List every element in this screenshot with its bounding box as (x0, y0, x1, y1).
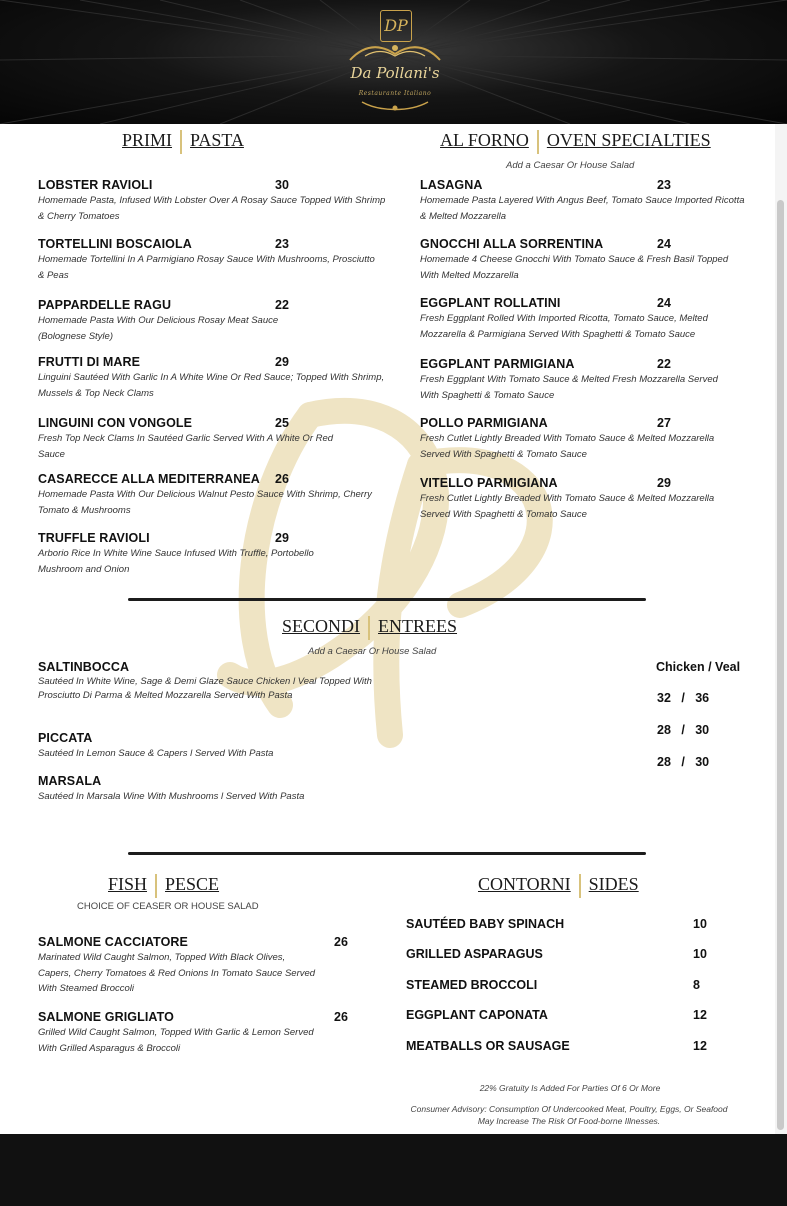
item-name: TRUFFLE RAVIOLI (38, 531, 150, 545)
secondi-title-left: SECONDI (282, 616, 361, 637)
item-price: 29 (657, 476, 671, 490)
item-name: VITELLO PARMIGIANA (420, 476, 558, 490)
item-description: Linguini Sautéed With Garlic In A White Wine Or Red Sauce; Topped With Shrimp, Mussels & Top Neck Clams (38, 372, 385, 399)
item-price: 29 (275, 531, 289, 545)
item-name: POLLO PARMIGIANA (420, 416, 548, 430)
side-name: EGGPLANT CAPONATA (406, 1008, 548, 1022)
item-name: SALTINBOCCA (38, 660, 130, 674)
menu-item (38, 472, 383, 518)
menu-item (38, 660, 378, 702)
menu-item (38, 178, 388, 224)
fish-salad-note: CHOICE OF CEASER OR HOUSE SALAD (77, 901, 259, 912)
primi-title-left: PRIMI (122, 130, 173, 151)
menu-item (420, 296, 750, 342)
side-name: GRILLED ASPARAGUS (406, 947, 543, 961)
menu-header (0, 0, 787, 124)
side-price: 8 (693, 978, 700, 992)
logo-name: Da Pollani's (350, 64, 440, 82)
secondi-salad-note: Add a Caesar Or House Salad (308, 646, 437, 657)
scrollbar-thumb[interactable] (777, 200, 784, 1130)
menu-item (420, 357, 730, 403)
menu-item (420, 178, 750, 224)
item-price: 29 (275, 355, 289, 369)
sides-title-left: CONTORNI (478, 874, 571, 895)
item-price: 30 (275, 178, 289, 192)
side-price: 12 (693, 1039, 707, 1053)
item-price: 22 (275, 298, 289, 312)
item-description: Sautéed In White Wine, Sage & Demi Glaze Sauce Chicken l Veal Topped With Prosciutto Di Parma & Melted Mozzarella Served With Pasta (38, 676, 372, 701)
menu-item (420, 237, 730, 283)
logo-monogram: DP (380, 10, 412, 42)
item-price: 24 (657, 237, 671, 251)
item-name: EGGPLANT ROLLATINI (420, 296, 561, 310)
alforno-salad-note: Add a Caesar Or House Salad (506, 160, 635, 171)
item-description: Homemade Pasta With Our Delicious Walnut Pesto Sauce With Shrimp, Cherry Tomato & Mushrooms (38, 489, 372, 516)
primi-section-title (122, 130, 244, 154)
restaurant-logo (330, 6, 460, 116)
gratuity-note: 22% Gratuity Is Added For Parties Of 6 Or More (479, 1083, 661, 1093)
item-description: Homemade 4 Cheese Gnocchi With Tomato Sauce & Fresh Basil Topped With Melted Mozzarella (420, 254, 729, 281)
item-price: 27 (657, 416, 671, 430)
menu-item (420, 416, 730, 462)
secondi-section-title (282, 616, 457, 640)
item-description: Sautéed In Lemon Sauce & Capers l Served With Pasta (38, 748, 274, 759)
item-price: 26 (334, 935, 348, 949)
item-description: Grilled Wild Caught Salmon, Topped With Garlic & Lemon Served With Grilled Asparagus & Broccoli (38, 1027, 314, 1054)
title-separator (579, 874, 581, 898)
alforno-section-title (440, 130, 711, 154)
sides-title-right: SIDES (588, 874, 639, 895)
side-name: STEAMED BROCCOLI (406, 978, 538, 992)
item-description: Fresh Cutlet Lightly Breaded With Tomato Sauce & Melted Mozzarella Served With Spaghetti & Tomato Sauce (420, 493, 715, 520)
item-name: SALMONE GRIGLIATO (38, 1010, 174, 1024)
item-description: Homemade Pasta Layered With Angus Beef, Tomato Sauce Imported Ricotta & Melted Mozzarella (420, 195, 745, 222)
item-description: Homemade Pasta With Our Delicious Rosay Meat Sauce (Bolognese Style) (38, 315, 279, 342)
item-name: LOBSTER RAVIOLI (38, 178, 153, 192)
item-price: 23 (275, 237, 289, 251)
side-name: MEATBALLS OR SAUSAGE (406, 1039, 570, 1053)
chicken-veal-prices: 28 / 30 (657, 755, 710, 769)
menu-item (38, 774, 378, 805)
title-separator (368, 616, 370, 640)
side-price: 10 (693, 947, 707, 961)
item-name: MARSALA (38, 774, 102, 788)
item-price: 22 (657, 357, 671, 371)
side-item (406, 1039, 716, 1057)
flourish-ornament-icon (360, 98, 430, 112)
item-name: EGGPLANT PARMIGIANA (420, 357, 575, 371)
menu-item (420, 476, 730, 522)
side-item (406, 917, 716, 935)
menu-item (38, 416, 348, 462)
menu-item (38, 935, 318, 997)
item-price: 24 (657, 296, 671, 310)
side-item (406, 978, 716, 996)
side-name: SAUTÉED BABY SPINACH (406, 917, 565, 931)
item-description: Fresh Cutlet Lightly Breaded With Tomato Sauce & Melted Mozzarella Served With Spaghetti & Tomato Sauce (420, 433, 715, 460)
item-name: TORTELLINI BOSCAIOLA (38, 237, 192, 251)
section-divider (128, 852, 646, 855)
item-description: Arborio Rice In White Wine Sauce Infused With Truffle, Portobello Mushroom and Onion (38, 548, 314, 575)
item-name: CASARECCE ALLA MEDITERRANEA (38, 472, 260, 486)
crown-ornament-icon (345, 42, 445, 64)
title-separator (155, 874, 157, 898)
chicken-veal-prices: 32 / 36 (657, 691, 710, 705)
item-name: GNOCCHI ALLA SORRENTINA (420, 237, 604, 251)
menu-item (38, 1010, 318, 1056)
logo-tagline: Restaurante Italiano (358, 90, 432, 97)
item-name: FRUTTI DI MARE (38, 355, 141, 369)
alforno-title-right: OVEN SPECIALTIES (546, 130, 711, 151)
item-price: 26 (334, 1010, 348, 1024)
item-price: 26 (275, 472, 289, 486)
item-description: Marinated Wild Caught Salmon, Topped With Black Olives, Capers, Cherry Tomatoes & Red Onions In Tomato Sauce Served With Steamed Broccoli (38, 952, 316, 994)
menu-item (38, 355, 388, 401)
chicken-veal-header: Chicken / Veal (656, 660, 741, 674)
consumer-advisory: Consumer Advisory: Consumption Of Undercooked Meat, Poultry, Eggs, Or Seafood May Increase The Risk Of Food-borne Illnesses. (410, 1104, 728, 1126)
side-price: 10 (693, 917, 707, 931)
item-description: Sautéed In Marsala Wine With Mushrooms l Served With Pasta (38, 791, 305, 802)
title-separator (537, 130, 539, 154)
menu-item (38, 237, 378, 283)
primi-title-right: PASTA (190, 130, 244, 151)
fish-title-left: FISH (108, 874, 148, 895)
chicken-veal-prices: 28 / 30 (657, 723, 710, 737)
menu-footer-bar (0, 1134, 787, 1206)
side-item (406, 947, 716, 965)
fish-title-right: PESCE (165, 874, 220, 895)
item-name: PICCATA (38, 731, 93, 745)
item-description: Fresh Top Neck Clams In Sautéed Garlic Served With A White Or Red Sauce (38, 433, 334, 460)
side-price: 12 (693, 1008, 707, 1022)
item-price: 25 (275, 416, 289, 430)
title-separator (180, 130, 182, 154)
item-name: SALMONE CACCIATORE (38, 935, 188, 949)
item-description: Homemade Tortellini In A Parmigiano Rosay Sauce With Mushrooms, Prosciutto & Peas (38, 254, 375, 281)
item-description: Homemade Pasta, Infused With Lobster Over A Rosay Sauce Topped With Shrimp & Cherry Tomatoes (38, 195, 386, 222)
item-name: LINGUINI CON VONGOLE (38, 416, 193, 430)
item-price: 23 (657, 178, 671, 192)
menu-item (38, 731, 378, 762)
item-name: PAPPARDELLE RAGU (38, 298, 172, 312)
item-name: LASAGNA (420, 178, 483, 192)
menu-item (38, 531, 348, 577)
fish-section-title (108, 874, 219, 898)
sides-section-title (478, 874, 639, 898)
side-item (406, 1008, 716, 1026)
item-description: Fresh Eggplant Rolled With Imported Ricotta, Tomato Sauce, Melted Mozzarella & Parmigiana Served With Spaghetti & Tomato Sauce (420, 313, 708, 340)
section-divider (128, 598, 646, 601)
secondi-title-right: ENTREES (378, 616, 458, 637)
alforno-title-left: AL FORNO (440, 130, 529, 151)
item-description: Fresh Eggplant With Tomato Sauce & Melted Fresh Mozzarella Served With Spaghetti & Tomato Sauce (420, 374, 718, 401)
